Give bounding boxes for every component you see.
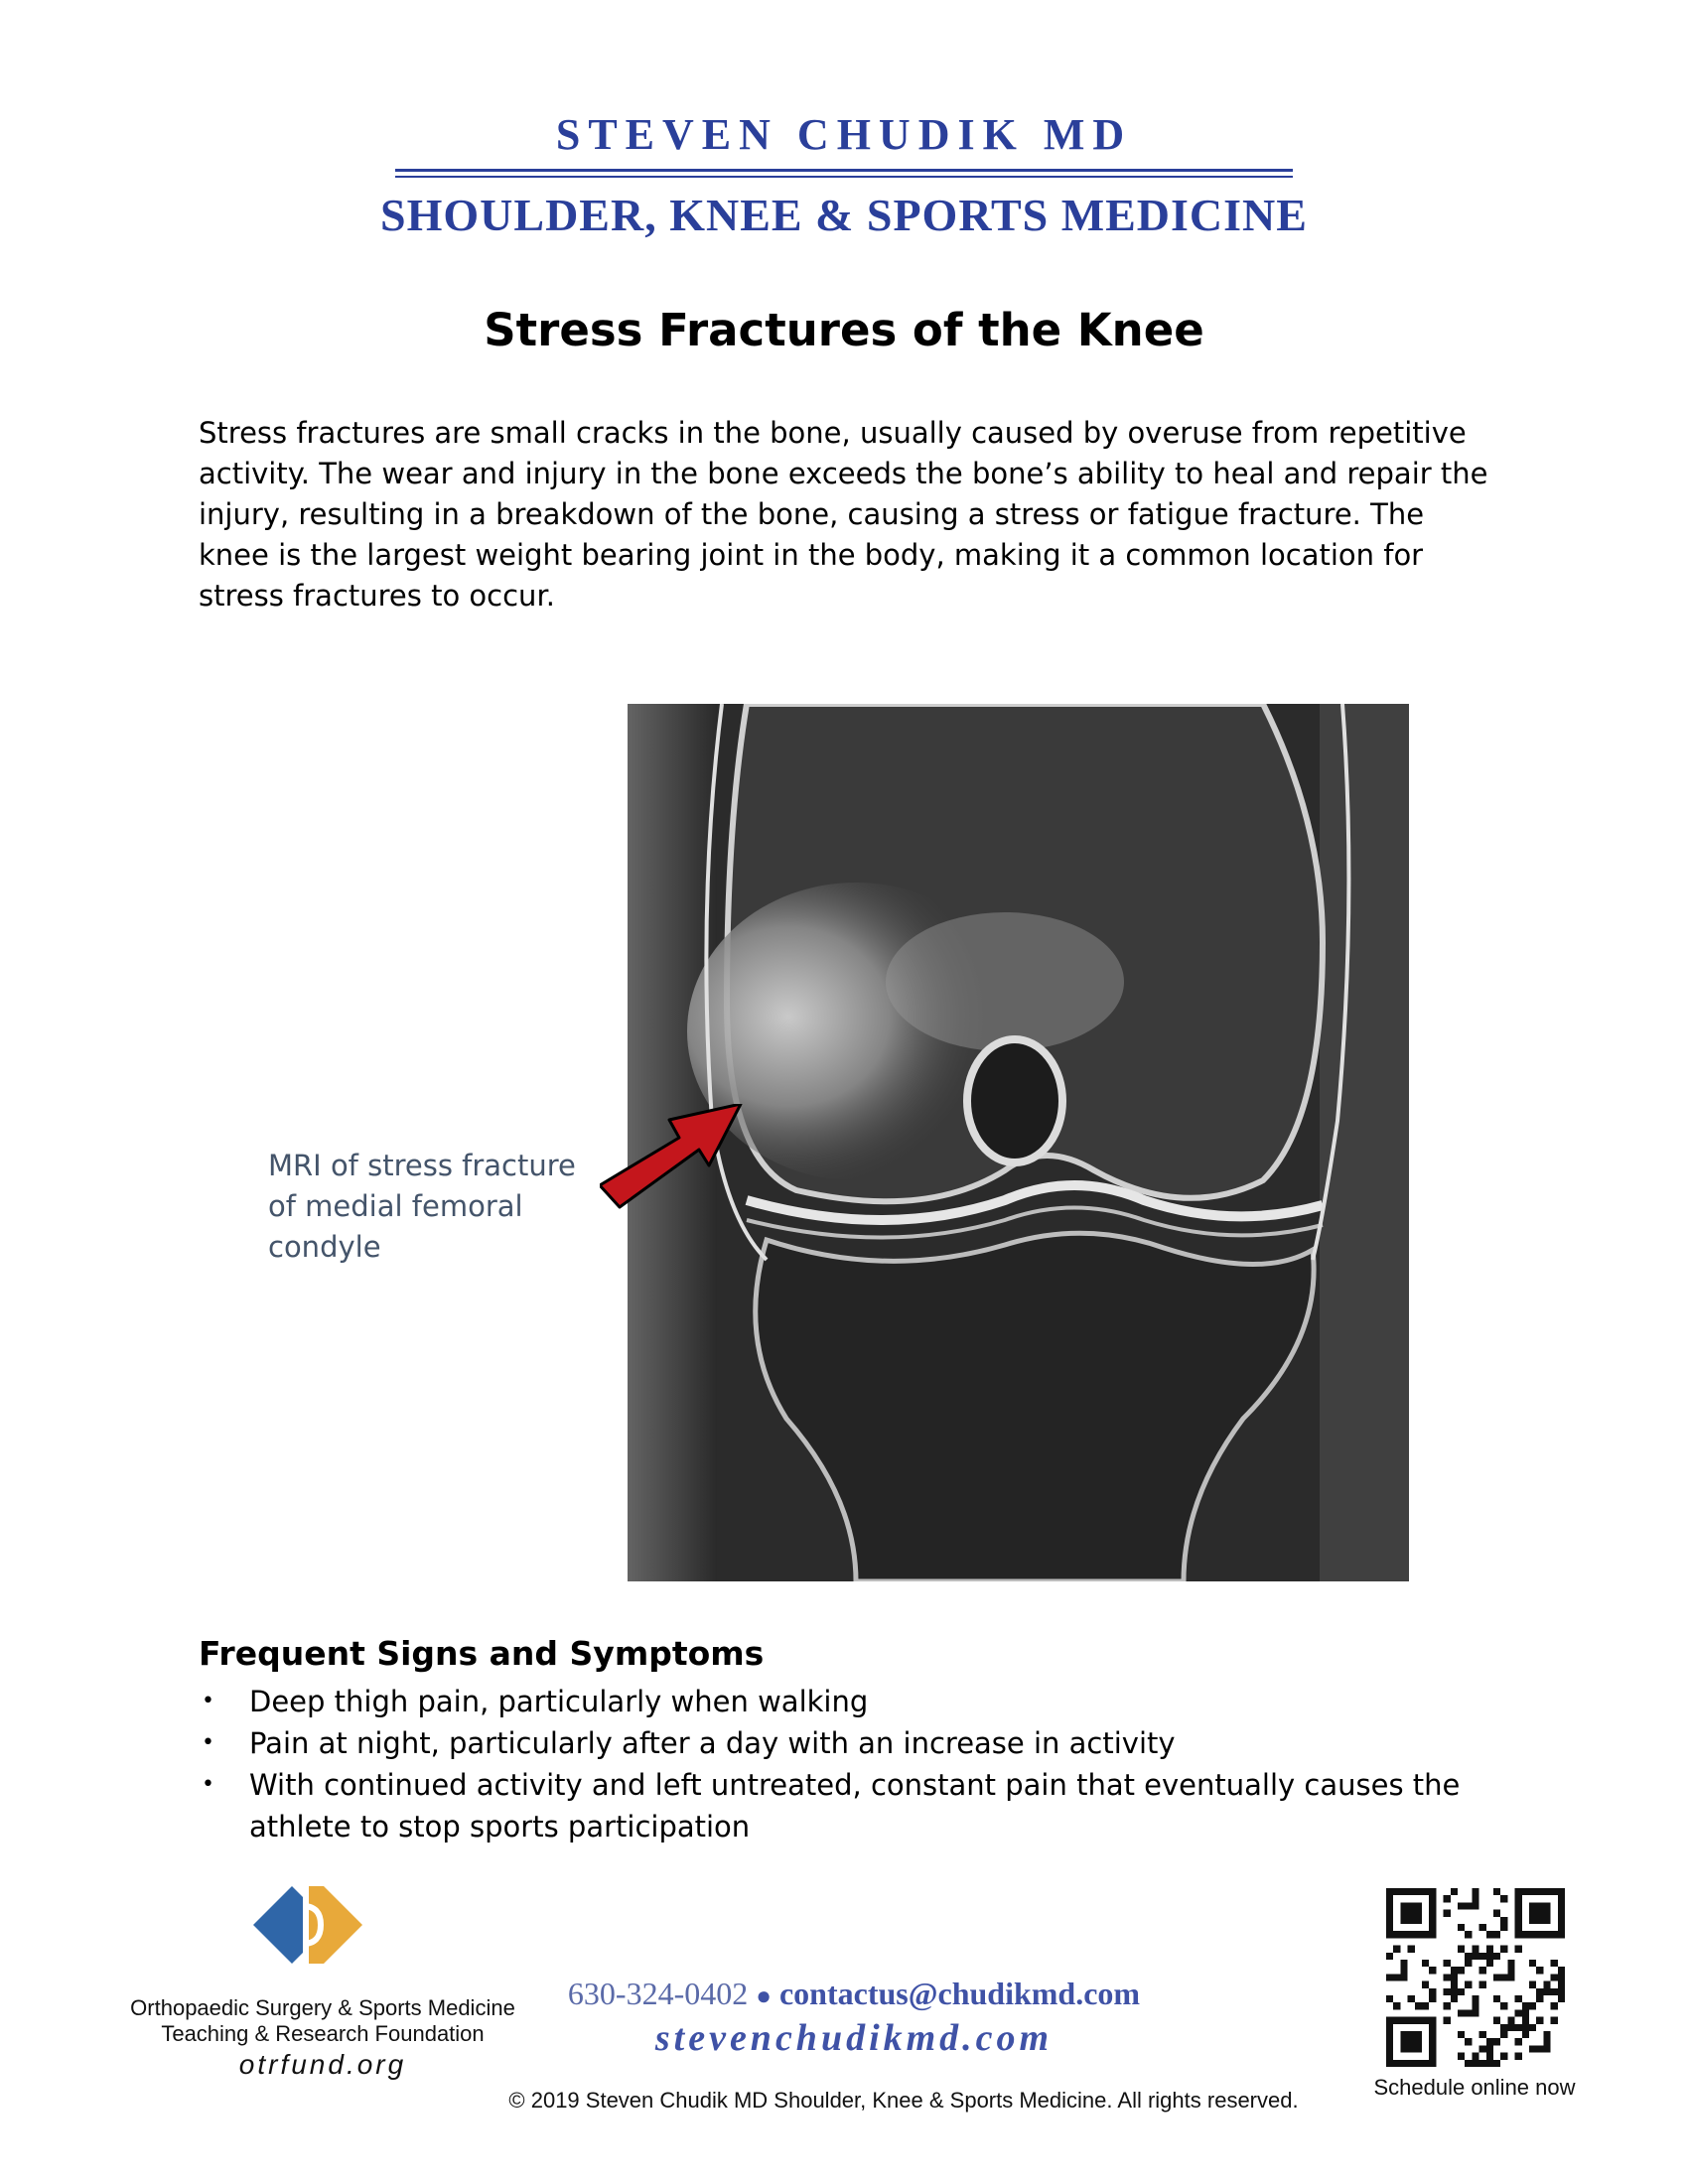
page-title: Stress Fractures of the Knee bbox=[484, 304, 1204, 356]
schedule-online-label: Schedule online now bbox=[1373, 2075, 1576, 2100]
contact-block bbox=[556, 1976, 1152, 2060]
list-item: • Pain at night, particularly after a day with an increase in activity bbox=[199, 1722, 1509, 1764]
intro-paragraph: Stress fractures are small cracks in the bone, usually caused by overuse from repetitive activity. The wear and injury in the bone exceeds the bone’s ability to heal and repair the injury, resulting in a breakdown of the bone, causing a stress or fatigue fracture. The knee is the largest weight bearing joint in the body, making it a common location for stress fractures to occur. bbox=[199, 416, 1488, 613]
bullet-icon: • bbox=[202, 1689, 214, 1713]
phone-number[interactable]: 630-324-0402 bbox=[567, 1976, 749, 2011]
otrf-logo-icon bbox=[253, 1886, 362, 1964]
practice-subtitle: SHOULDER, KNEE & SPORTS MEDICINE bbox=[380, 190, 1308, 240]
list-item: • With continued activity and left untreated, constant pain that eventually causes the athlete to stop sports participation bbox=[199, 1764, 1509, 1847]
qr-code-icon[interactable] bbox=[1386, 1888, 1565, 2067]
foundation-block bbox=[99, 1995, 546, 2081]
copyright-notice: © 2019 Steven Chudik MD Shoulder, Knee & Sports Medicine. All rights reserved. bbox=[508, 2088, 1299, 2113]
bullet-icon: • bbox=[202, 1730, 214, 1755]
foundation-name-line2: Teaching & Research Foundation bbox=[161, 2021, 485, 2046]
symptoms-heading: Frequent Signs and Symptoms bbox=[199, 1634, 765, 1673]
website-link[interactable]: stevenchudikmd.com bbox=[654, 2017, 1054, 2059]
bullet-icon: • bbox=[202, 1772, 214, 1797]
symptoms-list bbox=[199, 1681, 1509, 1847]
foundation-url-link[interactable]: otrfund.org bbox=[238, 2049, 407, 2080]
separator-dot-icon: ● bbox=[756, 1981, 772, 2010]
header-rule-top bbox=[395, 169, 1293, 172]
header-rule-bottom bbox=[395, 176, 1293, 178]
email-link[interactable]: contactus@chudikmd.com bbox=[778, 1976, 1141, 2011]
practice-name: STEVEN CHUDIK MD bbox=[555, 110, 1133, 159]
figure-caption: MRI of stress fracture of medial femoral condyle bbox=[268, 1149, 576, 1264]
red-arrow-icon bbox=[600, 1104, 749, 1213]
foundation-name-line1: Orthopaedic Surgery & Sports Medicine bbox=[130, 1995, 515, 2020]
list-item: • Deep thigh pain, particularly when walking bbox=[199, 1681, 1509, 1722]
